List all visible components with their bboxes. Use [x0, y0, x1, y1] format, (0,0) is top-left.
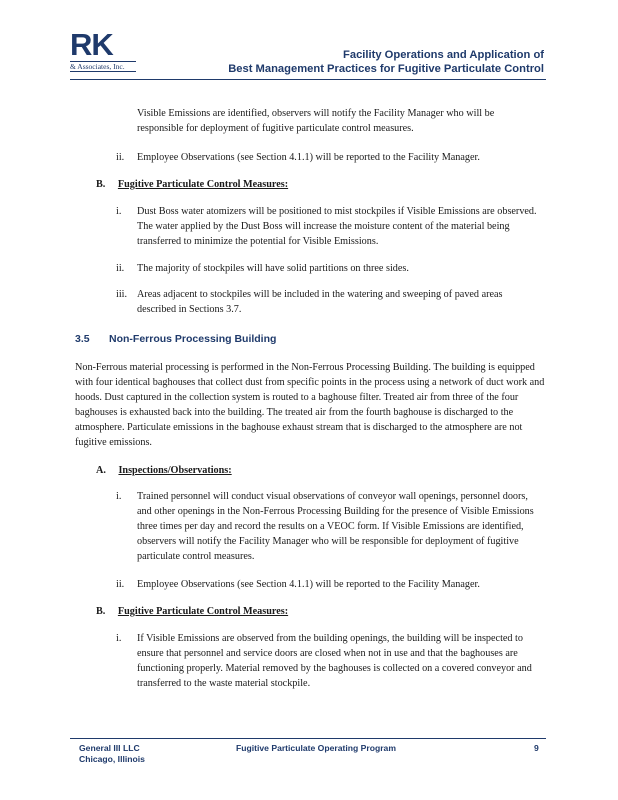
subsection-heading: [96, 604, 288, 619]
continuation-paragraph: Visible Emissions are identified, observers will notify the Facility Manager who will be responsible for deployment of fugitive particulate control measures.: [137, 108, 495, 134]
footer-program: Fugitive Particulate Operating Program: [236, 743, 396, 753]
list-item-number: iii.: [116, 289, 128, 300]
list-item-number: ii.: [116, 579, 125, 590]
footer-page-number: 9: [534, 743, 539, 753]
subsection-title: Inspections/Observations:: [118, 465, 232, 476]
list-item-text: Trained personnel will conduct visual observations of conveyor wall openings, personnel doors, and other openings in the Non-Ferrous Processing Building for the presence of Visible Emissions three times per day and record the results on a VEOC form. If Visible Emissions are identified, observers will notify the Facility Manager who will be responsible for deployment of fugitive particulate control measures.: [137, 491, 534, 562]
list-item-number: i.: [116, 633, 122, 644]
list-item-text: Dust Boss water atomizers will be positioned to mist stockpiles if Visible Emissions are observed. The water applied by the Dust Boss will increase the moisture content of the material being transferred to minimize the potential for Visible Emissions.: [137, 206, 537, 247]
subsection-title: Fugitive Particulate Control Measures:: [117, 179, 289, 190]
subsection-heading: [96, 463, 232, 478]
list-item-text: Employee Observations (see Section 4.1.1) will be reported to the Facility Manager.: [137, 579, 480, 590]
subsection-letter: B.: [96, 606, 106, 617]
subsection-heading: [96, 177, 288, 192]
list-item-number: ii.: [116, 152, 125, 163]
list-item-number: i.: [116, 206, 122, 217]
section-paragraph: Non-Ferrous material processing is performed in the Non-Ferrous Processing Building. The building is equipped with four identical baghouses that collect dust from specific points in the process using a network of duct work and hoods. Dust captured in the collection system is routed to a baghouse filter. Treated air from three of the four baghouses is exhausted back into the building. The treated air from the fourth baghouse is discharged to the atmosphere. Particulate emissions in the baghouse exhaust stream that is discharged to the atmosphere are not fugitive emissions.: [75, 362, 545, 448]
footer-divider: [70, 738, 546, 739]
list-item-number: i.: [116, 491, 122, 502]
list-item-text: The majority of stockpiles will have solid partitions on three sides.: [137, 263, 409, 274]
footer-company-block: [79, 743, 145, 765]
header-title-line1: Facility Operations and Application of: [343, 49, 544, 61]
logo-subtitle: & Associates, Inc.: [70, 61, 136, 72]
footer-company: General III LLC: [79, 743, 140, 753]
list-item-text: If Visible Emissions are observed from the building openings, the building will be inspected to ensure that personnel and service doors are closed when not in use and that the baghouses are functioning properly. Material removed by the baghouses is collected on a covered conveyor and transferred to the waste material stockpile.: [137, 633, 532, 689]
subsection-letter: B.: [96, 179, 106, 190]
subsection-letter: A.: [96, 465, 106, 476]
company-logo: [70, 27, 140, 72]
header-title: [228, 48, 544, 76]
section-title: Non-Ferrous Processing Building: [109, 333, 277, 345]
list-item-number: ii.: [116, 263, 125, 274]
logo-text: RK: [70, 27, 113, 62]
section-number: 3.5: [75, 333, 90, 345]
section-heading: [75, 333, 276, 345]
footer-location: Chicago, Illinois: [79, 754, 145, 764]
list-item-text: Employee Observations (see Section 4.1.1) will be reported to the Facility Manager.: [137, 152, 480, 163]
subsection-title: Fugitive Particulate Control Measures:: [117, 606, 289, 617]
header-title-line2: Best Management Practices for Fugitive Particulate Control: [228, 63, 544, 75]
header-divider: [70, 79, 546, 80]
list-item-text: Areas adjacent to stockpiles will be included in the watering and sweeping of paved areas described in Sections 3.7.: [137, 289, 503, 315]
